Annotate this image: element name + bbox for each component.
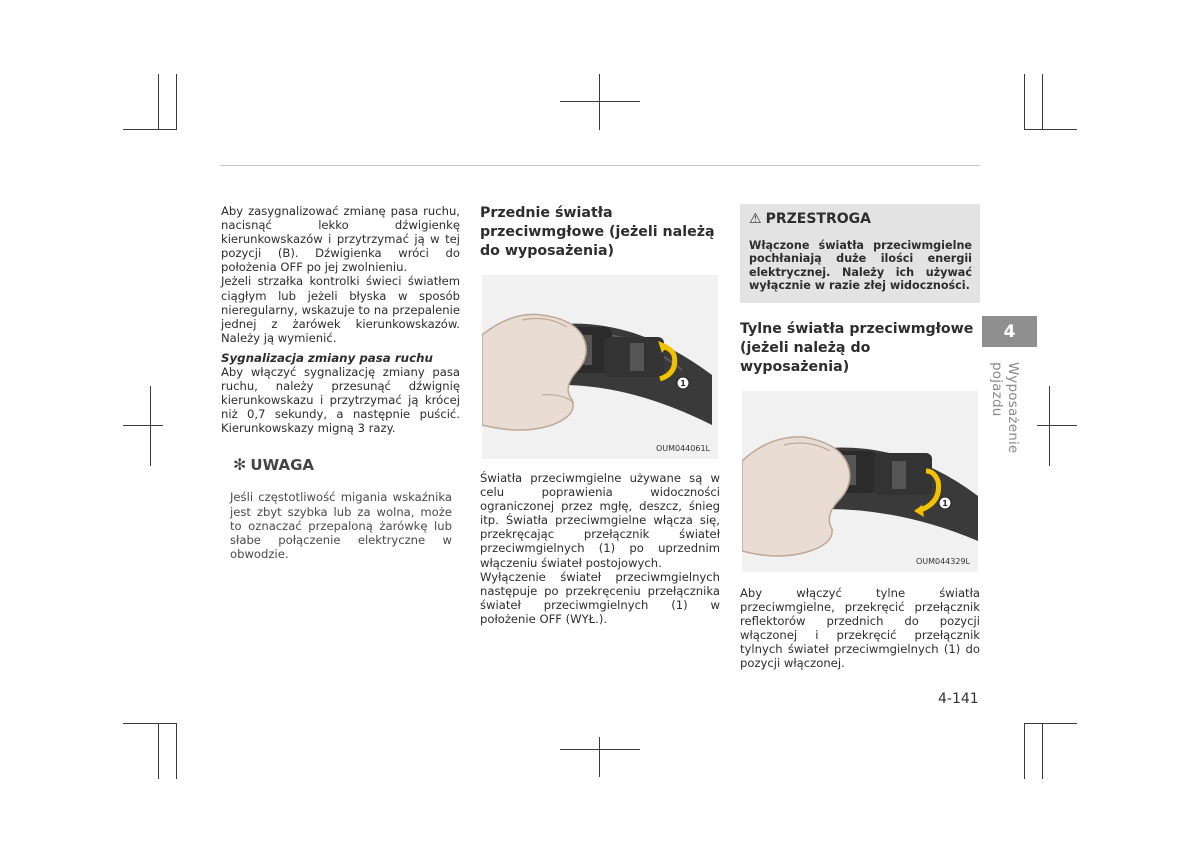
warning-box [740, 204, 980, 303]
column-middle [480, 204, 720, 626]
uwaga-text: Jeśli częstotliwość migania wskaźnika jest zbyt szybka lub za wolna, może to oznaczać przepaloną żarówkę lub słabe połączenie elektryczne w obwodzie. [230, 490, 452, 561]
figure-rear-fog-switch [742, 391, 978, 572]
chapter-side-title: Wyposażenie pojazdu [989, 362, 1021, 454]
header-rule [220, 165, 980, 166]
warning-text: Włączone światła przeciwmgielne pochłaniają duże ilości energii elektrycznej. Należy ich używać wyłącznie w razie złej widoczności. [749, 239, 972, 293]
paragraph-rear-fog-on: Aby włączyć tylne światła przeciwmgielne, przekręcić przełącznik reflektorów przednich do pozycji włączonej i przekręcić przełącznik tylnych świateł przeciwmgielnych (1) do pozycji włączonej. [740, 586, 980, 671]
hand-on-stalk-illustration [742, 391, 978, 572]
paragraph-fog-light-off: Wyłączenie świateł przeciwmgielnych następuje po przekręceniu przełącznika świateł przeciwmgielnych (1) w położenie OFF (WYŁ.). [480, 569, 720, 626]
page-number: 4-141 [938, 691, 979, 707]
heading-rear-fog-lights: Tylne światła przeciwmgłowe (jeżeli należą do wyposażenia) [740, 321, 974, 375]
paragraph-indicator-warning: Jeżeli strzałka kontrolki świeci światłem ciągłym lub jeżeli błyska w sposób nieregularny, wskazuje to na przepalenie jednej z żarówek kierunkowskazów. Należy ją wymienić. [221, 274, 460, 345]
hand-on-stalk-illustration [482, 275, 718, 459]
paragraph-lane-change: Aby zasygnalizować zmianę pasa ruchu, nacisnąć lekko dźwigienkę kierunkowskazów i przytrzymać ją w tej pozycji (B). Dźwigienka wróci do położenia OFF po jej zwolnieniu. [221, 204, 460, 275]
figure-code: OUM044061L [655, 444, 710, 453]
callout-1: 1 [942, 499, 948, 508]
figure-code: OUM044329L [915, 557, 970, 566]
heading-front-fog-lights: Przednie światła przeciwmgłowe (jeżeli należą do wyposażenia) [480, 205, 715, 259]
uwaga-label: UWAGA [250, 455, 314, 474]
paragraph-lane-change-signal: Aby włączyć sygnalizację zmiany pasa ruchu, należy przesunąć dźwignię kierunkowskazu i przytrzymać ją krócej niż 0,7 sekundy, a następnie puścić. Kierunkowskazy migną 3 razy. [221, 364, 460, 436]
subheading-lane-change: Sygnalizacja zmiany pasa ruchu [221, 350, 433, 365]
column-right [740, 204, 980, 671]
warning-heading [749, 211, 972, 227]
column-left [221, 204, 460, 561]
chapter-tab: 4 [982, 316, 1037, 347]
warning-triangle-icon: ⚠ [749, 211, 762, 227]
figure-front-fog-switch [482, 275, 718, 459]
warning-label: PRZESTROGA [765, 211, 871, 227]
paragraph-fog-light-use: Światła przeciwmgielne używane są w celu poprawienia widoczności ograniczonej przez mgłę, deszcz, śnieg itp. Światła przeciwmgielne włącza się, przekręcając przełącznik świateł przeciwmgielnych (1) po uprzednim włączeniu świateł postojowych. [480, 471, 720, 570]
callout-1: 1 [680, 379, 686, 388]
uwaga-heading [233, 455, 460, 474]
asterisk-icon: ✻ [233, 455, 247, 475]
